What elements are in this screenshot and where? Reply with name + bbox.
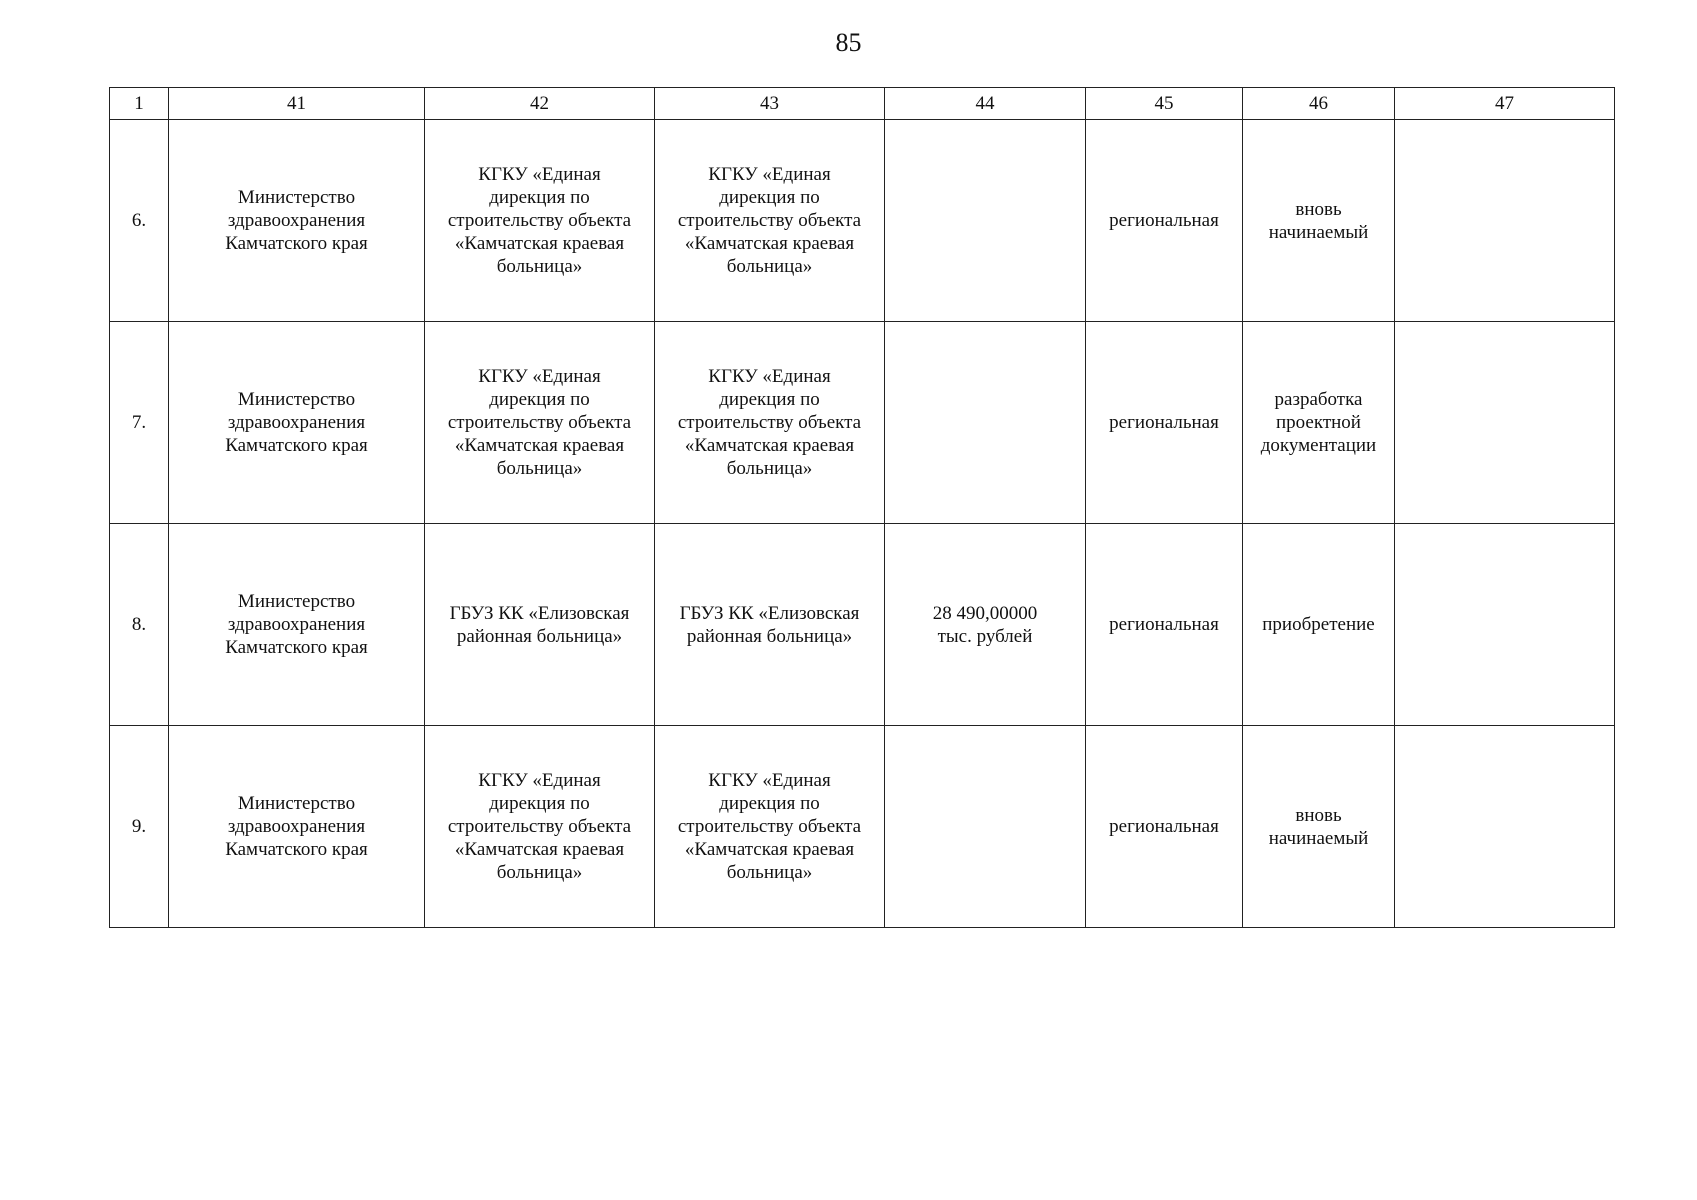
- type-cell: вновь начинаемый: [1243, 120, 1395, 322]
- ministry-cell: Министерство здравоохранения Камчатского края: [169, 726, 425, 928]
- table-row: [110, 120, 1615, 322]
- ownership-cell: региональная: [1086, 726, 1243, 928]
- ownership-cell: региональная: [1086, 524, 1243, 726]
- row-number: 6.: [110, 120, 169, 322]
- column-header: 47: [1395, 88, 1615, 120]
- table-header-row: [110, 88, 1615, 120]
- customer-cell: КГКУ «Единая дирекция по строительству объекта «Камчатская краевая больница»: [425, 322, 655, 524]
- note-cell: [1395, 120, 1615, 322]
- table-row: [110, 524, 1615, 726]
- developer-cell: КГКУ «Единая дирекция по строительству объекта «Камчатская краевая больница»: [655, 120, 885, 322]
- page-number: 85: [835, 28, 862, 57]
- column-header: 45: [1086, 88, 1243, 120]
- note-cell: [1395, 322, 1615, 524]
- data-table: [109, 87, 1615, 928]
- customer-cell: КГКУ «Единая дирекция по строительству объекта «Камчатская краевая больница»: [425, 726, 655, 928]
- ownership-cell: региональная: [1086, 322, 1243, 524]
- row-number: 9.: [110, 726, 169, 928]
- ministry-cell: Министерство здравоохранения Камчатского края: [169, 524, 425, 726]
- table-row: [110, 322, 1615, 524]
- column-header: 1: [110, 88, 169, 120]
- cost-cell: 28 490,00000 тыс. рублей: [885, 524, 1086, 726]
- ministry-cell: Министерство здравоохранения Камчатского края: [169, 322, 425, 524]
- cost-cell: [885, 726, 1086, 928]
- ownership-cell: региональная: [1086, 120, 1243, 322]
- row-number: 8.: [110, 524, 169, 726]
- column-header: 44: [885, 88, 1086, 120]
- developer-cell: КГКУ «Единая дирекция по строительству объекта «Камчатская краевая больница»: [655, 726, 885, 928]
- developer-cell: КГКУ «Единая дирекция по строительству объекта «Камчатская краевая больница»: [655, 322, 885, 524]
- cost-cell: [885, 322, 1086, 524]
- note-cell: [1395, 524, 1615, 726]
- type-cell: разработка проектной документации: [1243, 322, 1395, 524]
- column-header: 46: [1243, 88, 1395, 120]
- column-header: 43: [655, 88, 885, 120]
- type-cell: вновь начинаемый: [1243, 726, 1395, 928]
- customer-cell: ГБУЗ КК «Елизовская районная больница»: [425, 524, 655, 726]
- row-number: 7.: [110, 322, 169, 524]
- ministry-cell: Министерство здравоохранения Камчатского края: [169, 120, 425, 322]
- column-header: 41: [169, 88, 425, 120]
- type-cell: приобретение: [1243, 524, 1395, 726]
- note-cell: [1395, 726, 1615, 928]
- cost-cell: [885, 120, 1086, 322]
- developer-cell: ГБУЗ КК «Елизовская районная больница»: [655, 524, 885, 726]
- customer-cell: КГКУ «Единая дирекция по строительству объекта «Камчатская краевая больница»: [425, 120, 655, 322]
- table-row: [110, 726, 1615, 928]
- column-header: 42: [425, 88, 655, 120]
